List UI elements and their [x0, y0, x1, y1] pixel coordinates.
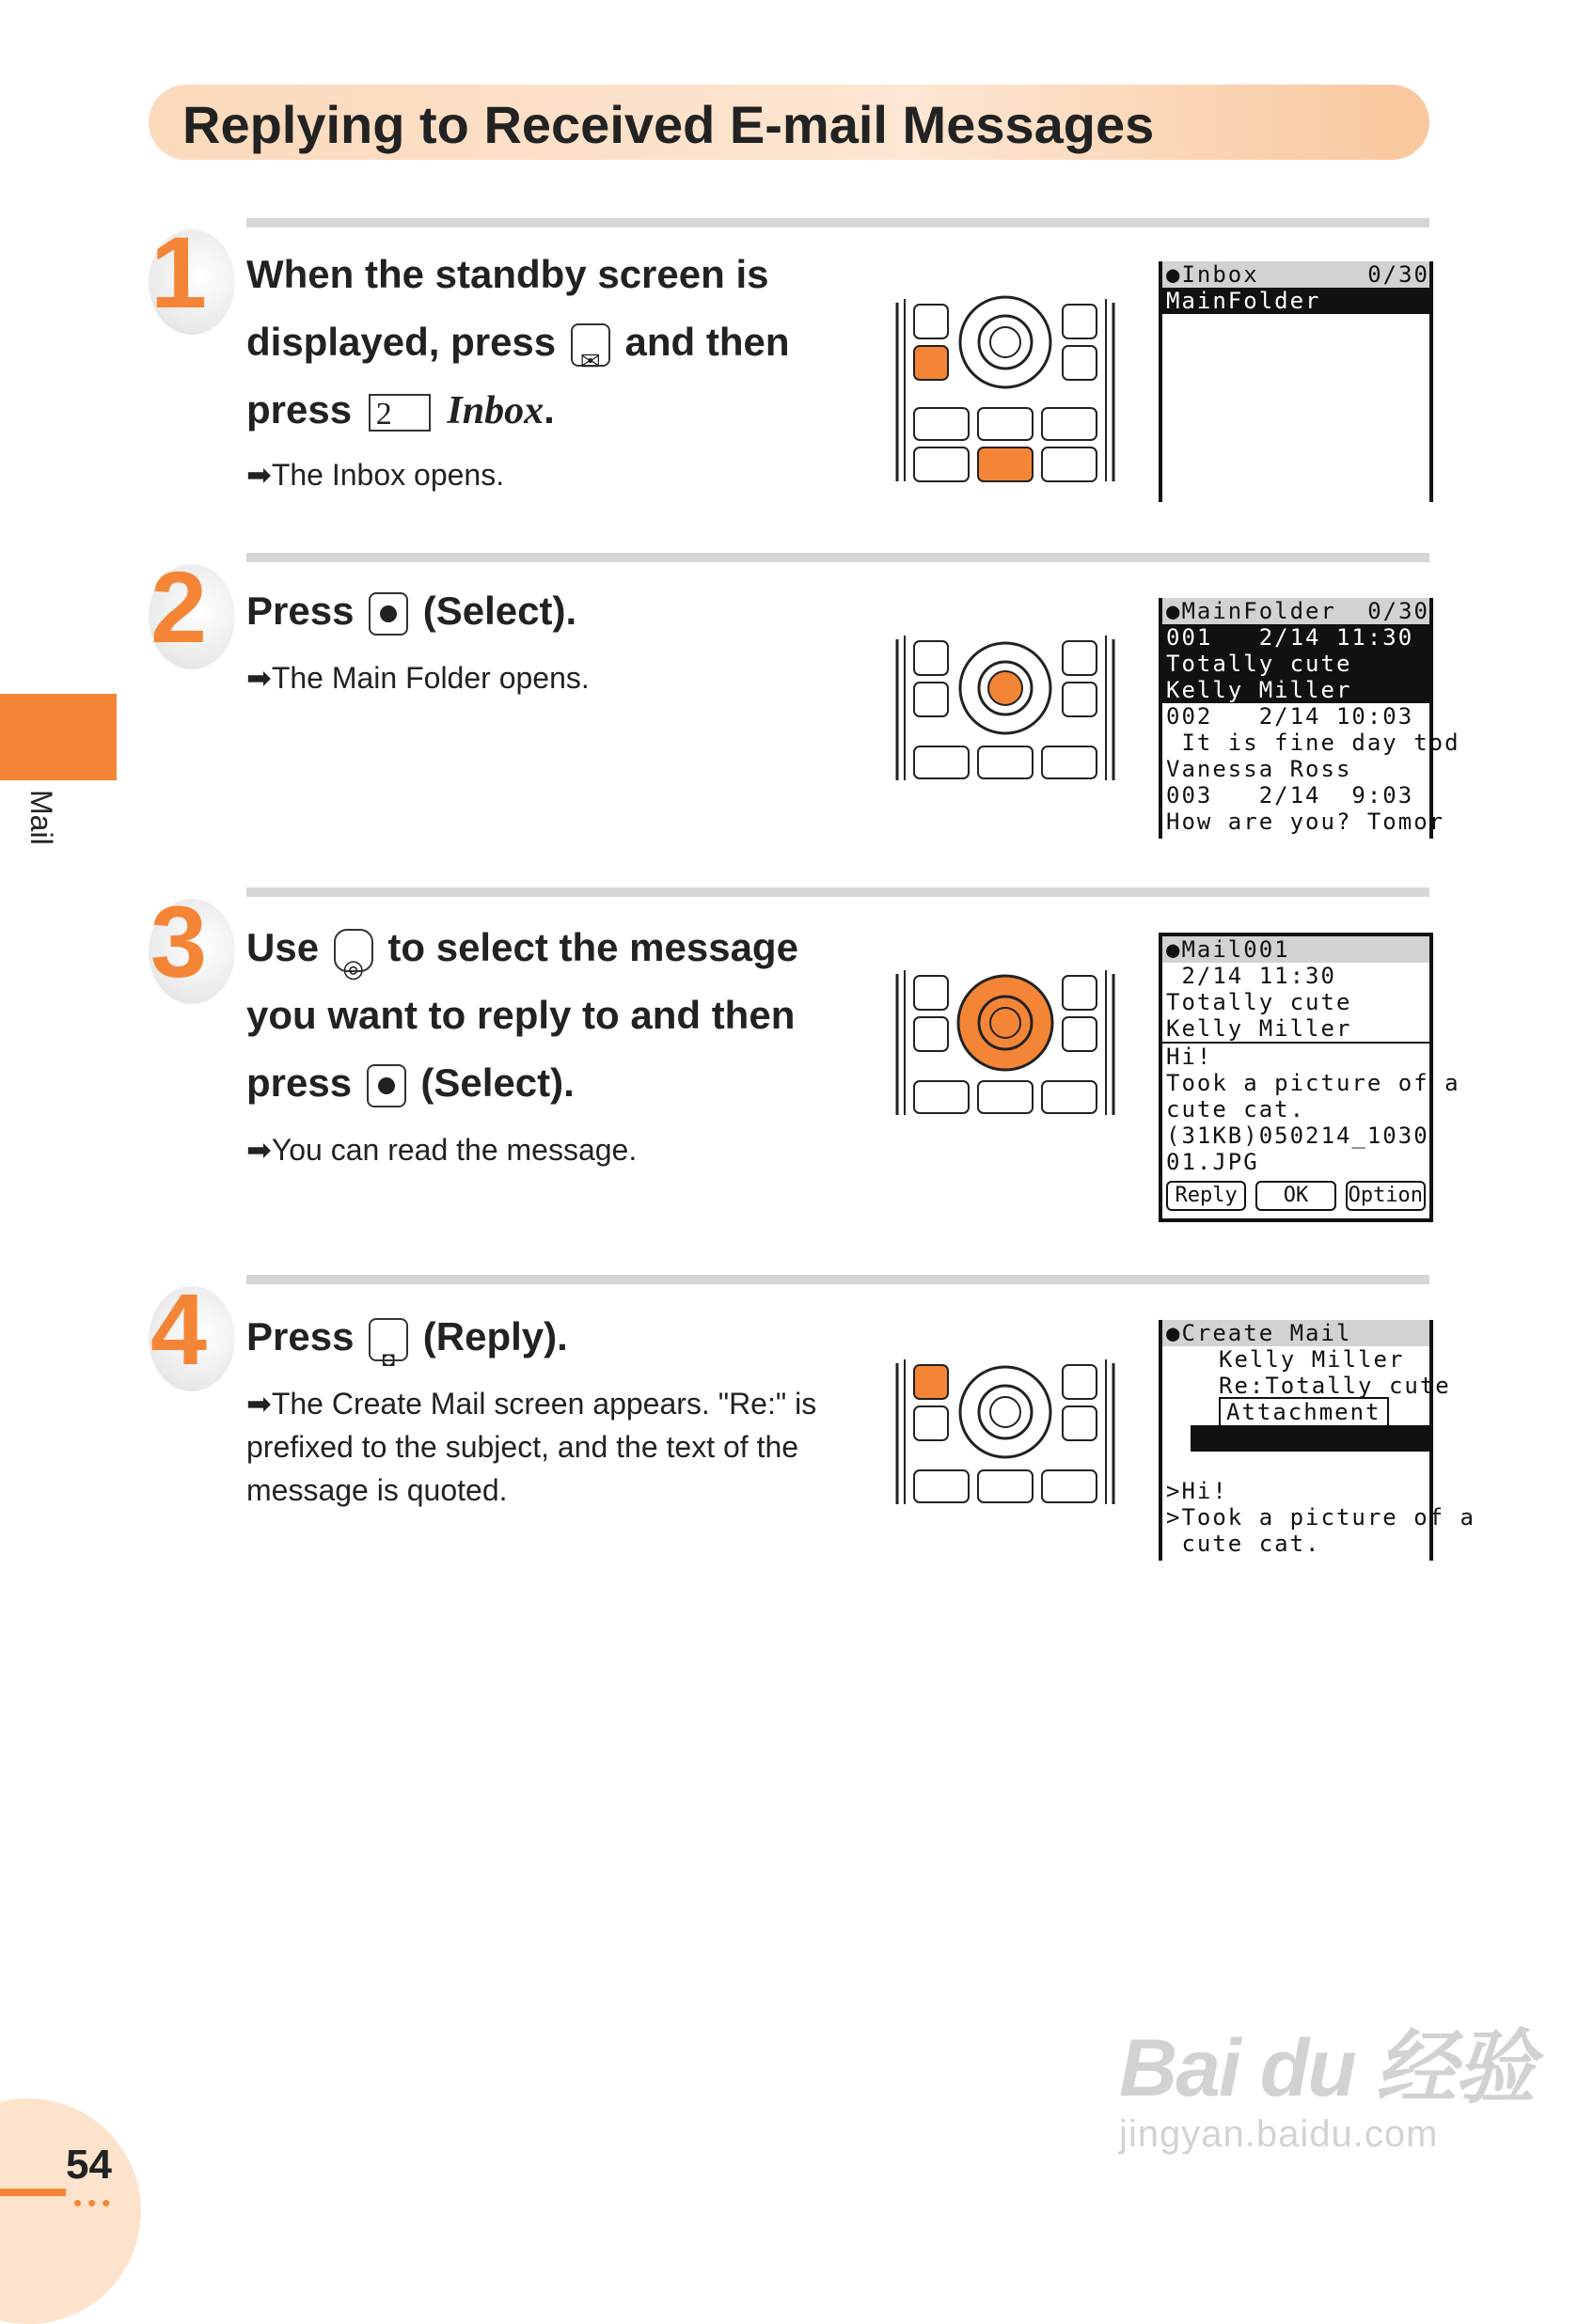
quoted-line: >Took a picture of a [1166, 1504, 1475, 1531]
navigation-key-icon: ◎ [334, 929, 373, 972]
step-number: 4 [150, 1272, 204, 1386]
screen-header: ●Inbox 0/30 [1162, 261, 1429, 288]
select-key-icon [369, 592, 408, 636]
step-instruction [246, 1303, 867, 1371]
mail-attachment-name: 01.JPG [1166, 1149, 1259, 1175]
page-title: Replying to Received E-mail Messages [182, 95, 1155, 154]
mail-list-item[interactable]: 001 2/14 11:30 [1162, 624, 1429, 651]
chapter-label: Mail [24, 790, 58, 845]
page-dots: ••• [73, 2189, 117, 2217]
recipient-field[interactable]: Kelly Miller [1219, 1346, 1405, 1373]
step-divider [246, 553, 1429, 562]
instruction-text: . [544, 387, 555, 432]
folder-item[interactable]: MainFolder [1162, 288, 1429, 314]
option-softkey[interactable]: Option [1346, 1181, 1426, 1211]
watermark-logo: Bai du 经验 [1119, 2023, 1534, 2113]
mail-list-item: How are you? Tomor [1166, 809, 1445, 835]
instruction-text: to select the message you want to reply to and then press [246, 925, 798, 1105]
mail-body-line: cute cat. [1166, 1096, 1306, 1123]
spacer-row [1162, 1452, 1429, 1478]
instruction-text: (Select). [420, 1060, 575, 1105]
mail-body-line: Hi! [1166, 1044, 1213, 1070]
mail-list-item: Kelly Miller [1162, 677, 1429, 703]
step-result: ➡The Inbox opens. [246, 458, 505, 492]
page-number-bg [0, 2098, 141, 2324]
mail-list-item: Totally cute [1162, 651, 1429, 677]
instruction-text: (Select). [422, 589, 577, 633]
ok-softkey[interactable]: OK [1255, 1181, 1335, 1211]
body-field[interactable] [1191, 1425, 1429, 1452]
key-label: 2 [375, 396, 392, 432]
step-result [246, 1382, 848, 1512]
title-bar [149, 85, 1429, 160]
quoted-line: cute cat. [1166, 1531, 1321, 1557]
instruction-text: Press [246, 589, 355, 633]
step-result: ➡You can read the message. [246, 1133, 638, 1167]
mail-list-item[interactable]: 003 2/14 9:03 [1166, 782, 1414, 809]
phone-screen [1159, 598, 1460, 839]
select-key-icon [367, 1064, 406, 1107]
mail-key-icon: ✉ [571, 323, 610, 367]
softkey-bar [1162, 1175, 1429, 1217]
phone-keypad-illustration [892, 965, 1119, 1119]
mail-attachment[interactable]: (31KB)050214_1030 [1166, 1123, 1429, 1149]
phone-keypad-illustration [892, 1354, 1119, 1508]
instruction-menu-item: Inbox [447, 389, 544, 432]
subject-field[interactable]: Re:Totally cute [1219, 1373, 1451, 1399]
watermark [1119, 2002, 1534, 2156]
step-number: 1 [150, 215, 204, 329]
step-divider [246, 1275, 1429, 1284]
instruction-text: Press [246, 1314, 355, 1358]
screen-header: ●Create Mail [1162, 1320, 1429, 1346]
step-instruction [246, 577, 867, 645]
mail-list-item: It is fine day tod [1166, 730, 1460, 756]
watermark-url: jingyan.baidu.com [1119, 2113, 1439, 2155]
quoted-line: >Hi! [1166, 1478, 1228, 1504]
page-number: 54 [66, 2142, 112, 2188]
mail-date: 2/14 11:30 [1166, 963, 1336, 989]
step-number: 2 [150, 550, 204, 664]
mail-list-item: Vanessa Ross [1166, 756, 1352, 782]
phone-screen [1159, 933, 1460, 1222]
attachment-field[interactable]: Attachment [1162, 1399, 1429, 1425]
step-divider [246, 887, 1429, 897]
mail-sender: Kelly Miller [1162, 1015, 1429, 1044]
instruction-text: (Reply). [422, 1314, 568, 1358]
mail-subject: Totally cute [1166, 989, 1352, 1015]
step-instruction [246, 241, 867, 445]
mail-list-item[interactable]: 002 2/14 10:03 [1166, 703, 1414, 730]
step-number: 3 [150, 885, 204, 998]
step-result: ➡The Main Folder opens. [246, 661, 590, 695]
step-divider [246, 218, 1429, 228]
mail-body-line: Took a picture of a [1166, 1070, 1460, 1096]
screen-header: ●MainFolder 0/30 [1162, 598, 1429, 624]
phone-keypad-illustration [892, 293, 1119, 487]
chapter-tab [0, 694, 117, 780]
phone-screen [1159, 1320, 1475, 1561]
instruction-text: When the standby screen is displayed, press [246, 252, 769, 364]
instruction-text: and then press [246, 320, 790, 432]
phone-screen [1159, 261, 1433, 502]
step-result-text: ➡The Create Mail screen appears. "Re:" is prefixed to the subject, and the text of the message is quoted. [246, 1387, 817, 1507]
phone-keypad-illustration [892, 630, 1119, 784]
page-number-line [0, 2189, 66, 2196]
screen-header: ●Mail001 [1162, 936, 1429, 963]
step-instruction [246, 914, 867, 1117]
camera-key-icon: ◘ [369, 1318, 408, 1361]
instruction-text: Use [246, 925, 320, 969]
reply-softkey[interactable]: Reply [1166, 1181, 1246, 1211]
number-2-key-icon [369, 394, 431, 432]
